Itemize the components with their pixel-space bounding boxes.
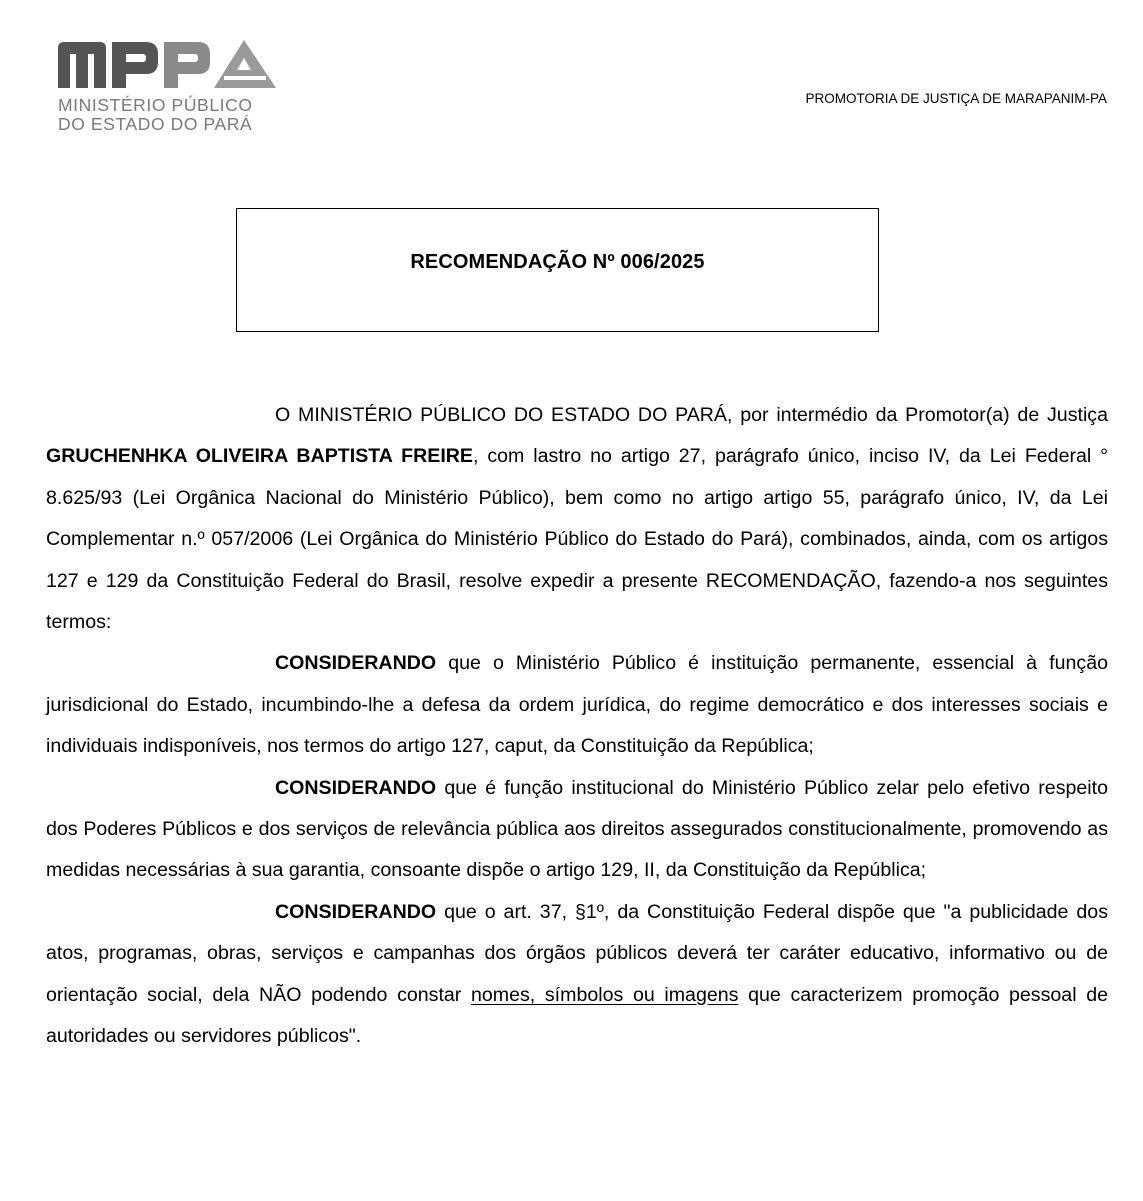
intro-text-1: O MINISTÉRIO PÚBLICO DO ESTADO DO PARÁ, por intermédio da Promotor(a) de Justiça	[275, 404, 1108, 426]
considerando-text-2: que é função institucional do Ministério Público zelar pelo efetivo respeito dos Poderes Públicos e dos serviços de relevância pública aos direitos assegurados constitucionalmente, promovendo as medidas necessárias à sua garantia, consoante dispõe o artigo 129, II, da Constituição da República;	[46, 776, 1108, 882]
logo-text-line2: DO ESTADO DO PARÁ	[58, 114, 253, 134]
intro-paragraph	[46, 395, 1108, 643]
considerando-text-3b: que caracterizem promoção pessoal de autoridades ou servidores públicos".	[46, 983, 1108, 1048]
document-title: RECOMENDAÇÃO Nº 006/2025	[410, 251, 705, 273]
considerando-paragraph-2	[46, 768, 1108, 892]
considerando-paragraph-1	[46, 643, 1108, 767]
considerando-lead-2: CONSIDERANDO	[275, 776, 437, 799]
considerando-text-1: que o Ministério Público é instituição permanente, essencial à função jurisdicional do Estado, incumbindo-lhe a defesa da ordem jurídica, do regime democrático e dos interesses sociais e individuais indisponíveis, nos termos do artigo 127, caput, da Constituição da República;	[46, 652, 1108, 758]
considerando-lead-3: CONSIDERANDO	[275, 900, 437, 923]
considerando-text-3a: que o art. 37, §1º, da Constituição Federal dispõe que "a publicidade dos atos, programas, obras, serviços e campanhas dos órgãos públicos deverá ter caráter educativo, informativo ou de orientação social, dela NÃO podendo constar	[46, 900, 1108, 1006]
considerando-lead-1: CONSIDERANDO	[275, 652, 437, 675]
title-box	[236, 208, 879, 332]
intro-text-2: , com lastro no artigo 27, parágrafo único, inciso IV, da Lei Federal ° 8.625/93 (Lei Orgânica Nacional do Ministério Público), bem como no artigo artigo 55, parágrafo único, IV, da Lei Complementar n.º 057/2006 (Lei Orgânica do Ministério Público do Estado do Pará), combinados, ainda, com os artigos 127 e 129 da Constituição Federal do Brasil, resolve expedir a presente RECOMENDAÇÃO, fazendo-a nos seguintes termos:	[46, 445, 1109, 634]
logo-text-line1: MINISTÉRIO PÚBLICO	[58, 95, 253, 115]
prosecutor-name: GRUCHENHKA OLIVEIRA BAPTISTA FREIRE	[46, 445, 473, 468]
underlined-phrase: nomes, símbolos ou imagens	[470, 983, 739, 1006]
office-header: PROMOTORIA DE JUSTIÇA DE MARAPANIM-PA	[805, 91, 1107, 106]
mppa-logo	[56, 40, 281, 136]
considerando-paragraph-3	[46, 892, 1108, 1058]
mppa-logo-mark	[56, 40, 278, 88]
document-body	[46, 395, 1108, 1058]
